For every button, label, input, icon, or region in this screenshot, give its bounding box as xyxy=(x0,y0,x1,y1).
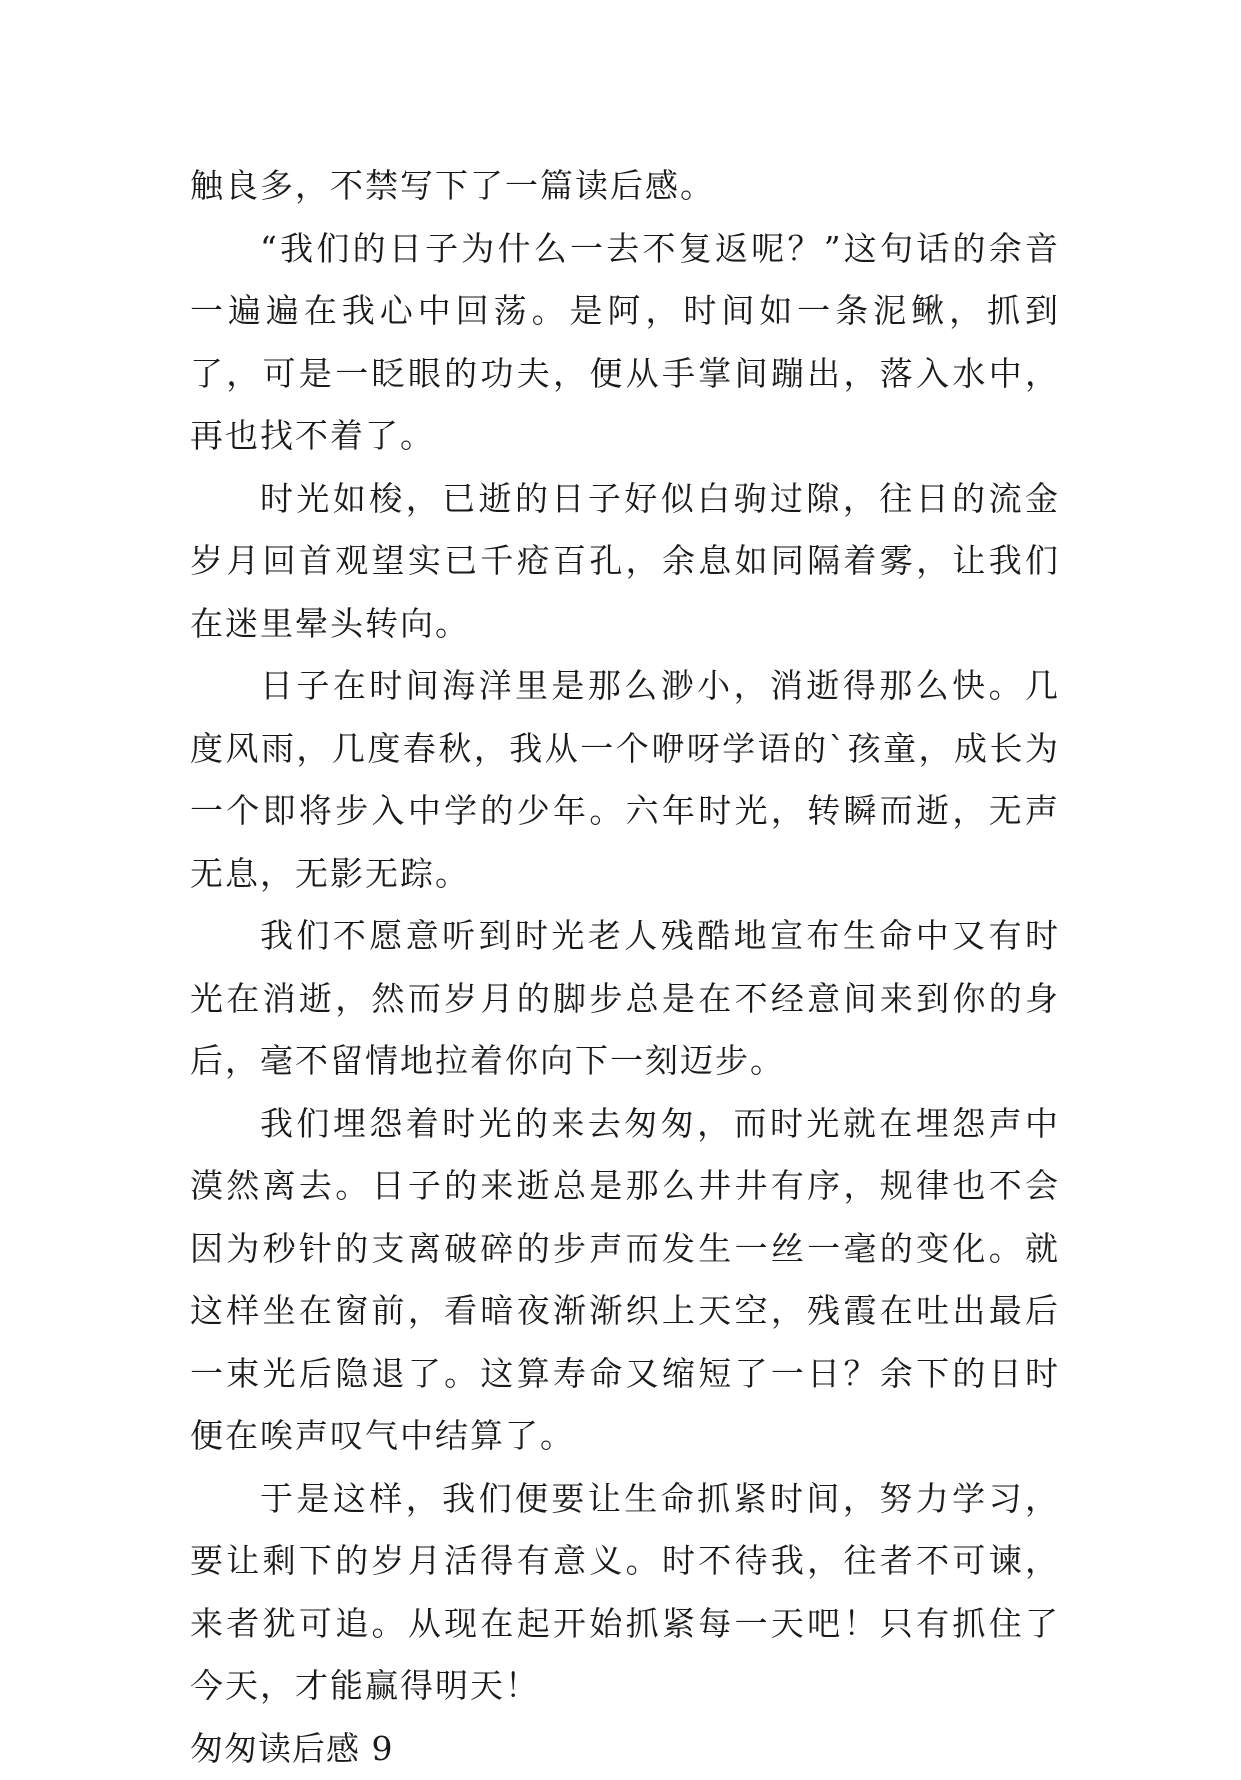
paragraph: 于是这样，我们便要让生命抓紧时间，努力学习，要让剩下的岁月活得有意义。时不待我，往者不可谏，来者犹可追。从现在起开始抓紧每一天吧！只有抓住了今天，才能赢得明天！ xyxy=(190,1468,1060,1718)
paragraph: 我们不愿意听到时光老人残酷地宣布生命中又有时光在消逝，然而岁月的脚步总是在不经意间来到你的身后，毫不留情地拉着你向下一刻迈步。 xyxy=(190,905,1060,1093)
paragraph: 时光如梭，已逝的日子好似白驹过隙，往日的流金岁月回首观望实已千疮百孔，余息如同隔着雾，让我们在迷里晕头转向。 xyxy=(190,468,1060,656)
paragraph: 我们埋怨着时光的来去匆匆，而时光就在埋怨声中漠然离去。日子的来逝总是那么井井有序，规律也不会因为秒针的支离破碎的步声而发生一丝一毫的变化。就这样坐在窗前，看暗夜渐渐织上天空，残霞在吐出最后一束光后隐退了。这算寿命又缩短了一日？余下的日时便在唉声叹气中结算了。 xyxy=(190,1093,1060,1468)
section-heading: 匆匆读后感 9 xyxy=(190,1718,1060,1780)
paragraph: “我们的日子为什么一去不复返呢？”这句话的余音一遍遍在我心中回荡。是阿，时间如一条泥鳅，抓到了，可是一眨眼的功夫，便从手掌间蹦出，落入水中，再也找不着了。 xyxy=(190,218,1060,468)
paragraph-continuation: 触良多，不禁写下了一篇读后感。 xyxy=(190,155,1060,218)
paragraph: 日子在时间海洋里是那么渺小，消逝得那么快。几度风雨，几度春秋，我从一个咿呀学语的`孩童，成长为一个即将步入中学的少年。六年时光，转瞬而逝，无声无息，无影无踪。 xyxy=(190,655,1060,905)
essay-body xyxy=(190,155,1060,1780)
